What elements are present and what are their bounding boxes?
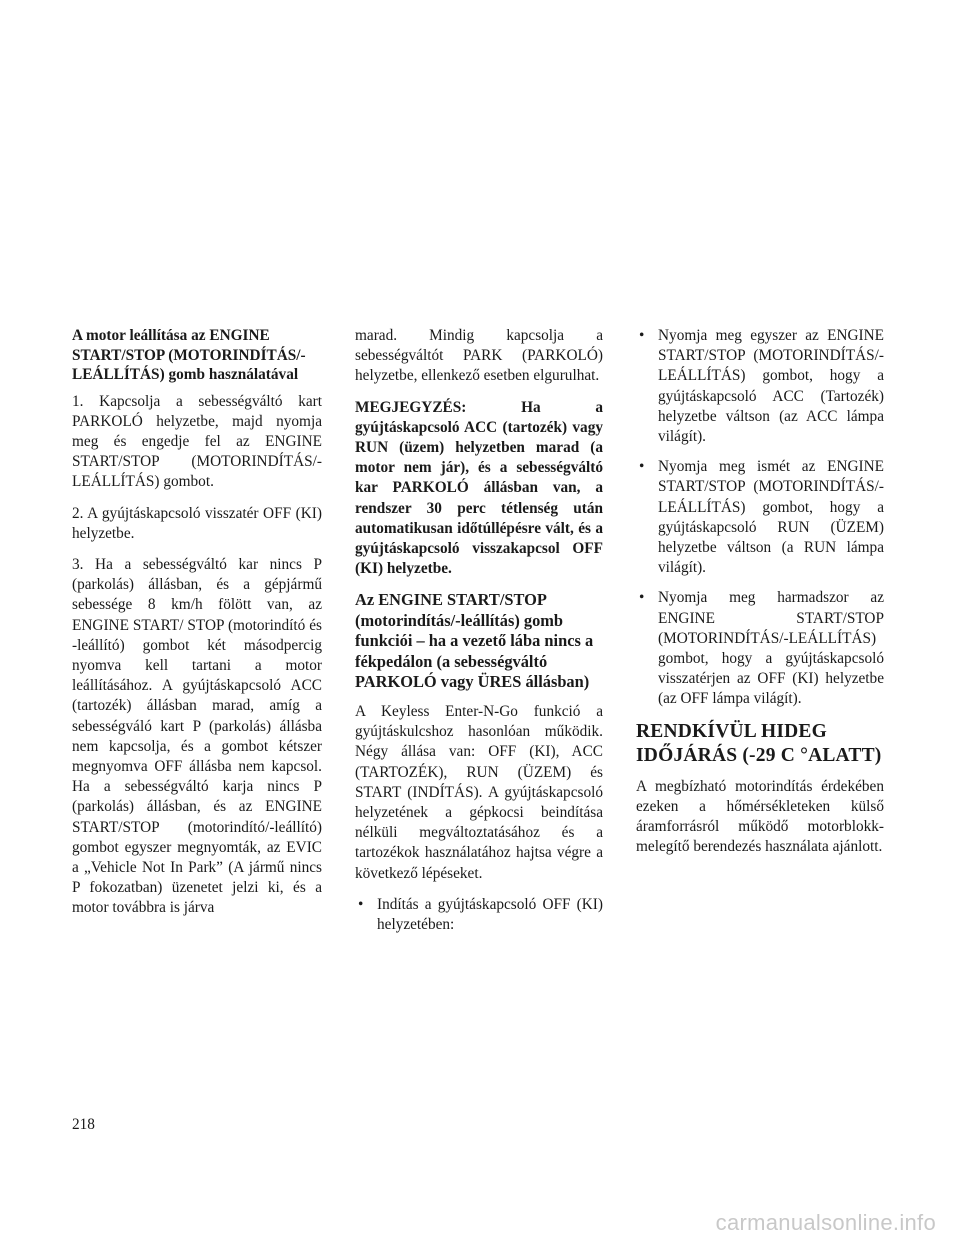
list-item: [636, 588, 884, 709]
column-left: [72, 326, 322, 930]
step-3: 3. Ha a sebességváltó kar nincs P (parkolás) állásban, és a gépjármű sebessége 8 km/h fölött van, az ENGINE START/ STOP (motorindító és -leállító) gombot két másodpercig nyomva kell tartani a motor leállításához. A gyújtáskapcsoló ACC (tartozék) állásban marad, amíg a sebességváló kart P (parkolás) állásba nem kapcsolja, és a gombot kétszer megnyomva OFF állásba nem kapcsol. Ha a sebességváltó karja nincs P (parkolás) állásban, és az ENGINE START/STOP (motorindító/-leállító) gombot egyszer megnyomták, az EVIC a „Vehicle Not In Park” (A jármű nincs P fokozatban) üzenetet jelzi ki, és a motor továbbra is járva: [72, 555, 322, 917]
keyless-body: A Keyless Enter-N-Go funkció a gyújtáskulcshoz hasonlóan működik. Négy állása van: OFF (KI), ACC (TARTOZÉK), RUN (ÜZEM) és START (INDÍTÁS). A gyújtáskapcsoló helyzetének a gépkocsi beindítása nélküli megváltoztatásához és a tartozékok használatához hajtsa végre a következő lépéseket.: [355, 702, 603, 882]
bullet-marker: •: [358, 895, 364, 913]
bullet-marker: •: [639, 589, 645, 607]
note-paragraph: MEGJEGYZÉS: Ha a gyújtáskapcsoló ACC (tartozék) vagy RUN (üzem) helyzetben marad (a motor nem jár), és a sebességváltó kar PARKOLÓ állásban van, a rendszer 30 perc tétlenség után automatikusan időtúllépésre vált, és a gyújtáskapcsoló visszakapcsol OFF (KI) helyzetbe.: [355, 398, 603, 578]
list-item: [355, 895, 603, 935]
bullet-list-middle: [355, 895, 603, 935]
functions-subheading: Az ENGINE START/STOP (motorindítás/-leállítás) gomb funkciói – ha a vezető lába nincs a fékpedálon (a sebességváltó PARKOLÓ vagy ÜRES állásban): [355, 590, 594, 692]
list-item-text: Nyomja meg ismét az ENGINE START/STOP (MOTORINDÍTÁS/-LEÁLLÍTÁS) gombot, hogy a gyújtáskapcsoló RUN (ÜZEM) helyzetbe váltson (a RUN lámpa világít).: [658, 458, 884, 577]
cold-weather-title: RENDKÍVÜL HIDEG IDŐJÁRÁS (-29 C °ALATT): [636, 720, 882, 766]
step-3-continuation: marad. Mindig kapcsolja a sebességváltót PARK (PARKOLÓ) helyzetbe, ellenkező esetben elgurulhat.: [355, 327, 603, 385]
list-item-text: Nyomja meg egyszer az ENGINE START/STOP (MOTORINDÍTÁS/-LEÁLLÍTÁS) gombot, hogy a gyújtáskapcsoló ACC (Tartozék) helyzetbe váltson (az ACC lámpa világít).: [658, 327, 884, 446]
bullet-list-right: [636, 326, 884, 710]
list-item-text: Indítás a gyújtáskapcsoló OFF (KI) helyzetében:: [377, 895, 603, 933]
stop-engine-heading: A motor leállítása az ENGINE START/STOP (MOTORINDÍTÁS/-LEÁLLÍTÁS) gomb használatával: [72, 327, 306, 383]
step-2: 2. A gyújtáskapcsoló visszatér OFF (KI) helyzetbe.: [72, 504, 322, 542]
column-middle: [355, 326, 603, 945]
watermark: carmanualsonline.info: [715, 1210, 936, 1235]
column-right: [636, 326, 884, 868]
page-number: 218: [72, 1116, 95, 1133]
list-item-text: Nyomja meg harmadszor az ENGINE START/STOP (MOTORINDÍTÁS/-LEÁLLÍTÁS) gombot, hogy a gyújtáskapcsoló visszatérjen az OFF (KI) helyzetbe (az OFF lámpa világít).: [658, 589, 884, 708]
list-item: [636, 457, 884, 578]
bullet-marker: •: [639, 458, 645, 476]
list-item: [636, 326, 884, 447]
step-1: 1. Kapcsolja a sebességváltó kart PARKOLÓ helyzetbe, majd nyomja meg és engedje fel az ENGINE START/STOP (MOTORINDÍTÁS/-LEÁLLÍTÁS) gombot.: [72, 392, 322, 491]
cold-weather-body: A megbízható motorindítás érdekében ezeken a hőmérsékleteken külső áramforrásról működő motorblokk-melegítő berendezés használata ajánlott.: [636, 777, 884, 856]
bullet-marker: •: [639, 327, 645, 344]
